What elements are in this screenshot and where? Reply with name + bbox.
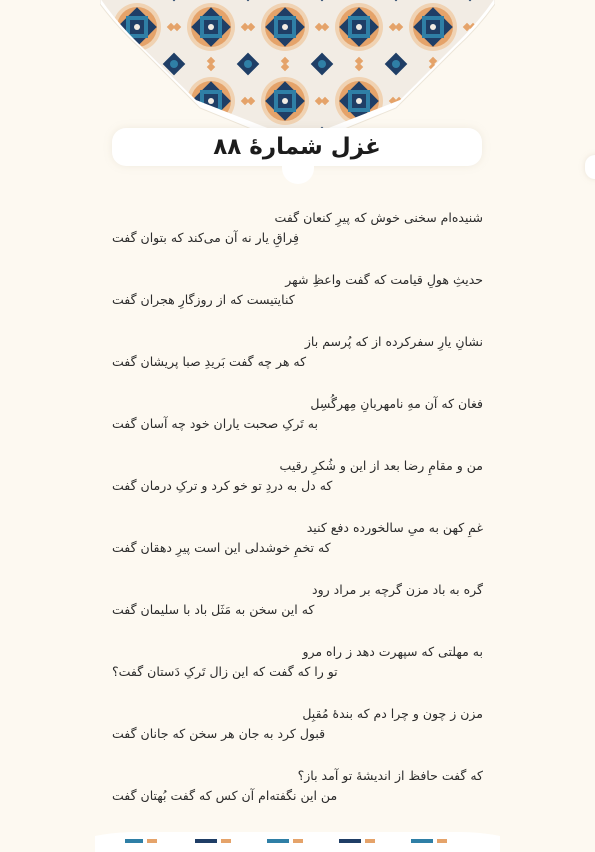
hemistich-first: شنیده‌ام سخنی خوش که پیرِ کنعان گفت — [274, 210, 483, 225]
hemistich-second: که دل به دردِ تو خو کرد و ترکِ درمان گفت — [112, 478, 333, 493]
couplet — [112, 268, 483, 330]
couplet — [112, 764, 483, 826]
hemistich-second: کنایتیست که از روزگارِ هجران گفت — [112, 292, 295, 307]
couplet — [112, 392, 483, 454]
hemistich-first: مزن ز چون و چرا دم که بندهٔ مُقبِل — [302, 706, 483, 721]
hemistich-second: که تخمِ خوشدلی این است پیرِ دهقان گفت — [112, 540, 331, 555]
hemistich-second: که هر چه گفت بَریدِ صبا پریشان گفت — [112, 354, 307, 369]
hemistich-first: حدیثِ هولِ قیامت که گفت واعظِ شهر — [285, 272, 483, 287]
couplet — [112, 640, 483, 702]
hemistich-first: غمِ کهن به میِ سالخورده دفع کنید — [306, 520, 483, 535]
couplet — [112, 702, 483, 764]
hemistich-first: به مهلتی که سپهرت دهد ز راه مرو — [302, 644, 483, 659]
hemistich-first: فغان که آن مهِ نامهربانِ مِهرگُسِل — [310, 396, 483, 411]
poem-title: غزل شمارهٔ ۸۸ — [213, 134, 381, 160]
couplet — [112, 578, 483, 640]
poem-body — [112, 206, 483, 826]
hemistich-second: فِراقِ یار نه آن می‌کند که بتوان گفت — [112, 230, 299, 245]
couplet — [112, 330, 483, 392]
hemistich-first: که گفت حافظ از اندیشهٔ تو آمد باز؟ — [297, 768, 483, 783]
hemistich-second: تو را که گفت که این زال تَرکِ دَستان گفت؟ — [112, 664, 338, 679]
side-ornament — [585, 155, 595, 179]
couplet — [112, 454, 483, 516]
tile-ornament-bottom — [95, 832, 500, 852]
hemistich-second: من این نگفته‌ام آن کس که گفت بُهتان گفت — [112, 788, 338, 803]
hemistich-second: به تَرکِ صحبت یاران خود چه آسان گفت — [112, 416, 318, 431]
hemistich-second: قبول کرد به جان هر سخن که جانان گفت — [112, 726, 326, 741]
hemistich-first: نشانِ یارِ سفرکرده از که پُرسم باز — [304, 334, 483, 349]
couplet — [112, 206, 483, 268]
couplet — [112, 516, 483, 578]
hemistich-second: که این سخن به مَثَل باد با سلیمان گفت — [112, 602, 315, 617]
hemistich-first: گره به باد مزن گرچه بر مراد رود — [312, 582, 483, 597]
hemistich-first: من و مقامِ رضا بعد از این و شُکرِ رقیب — [279, 458, 483, 473]
